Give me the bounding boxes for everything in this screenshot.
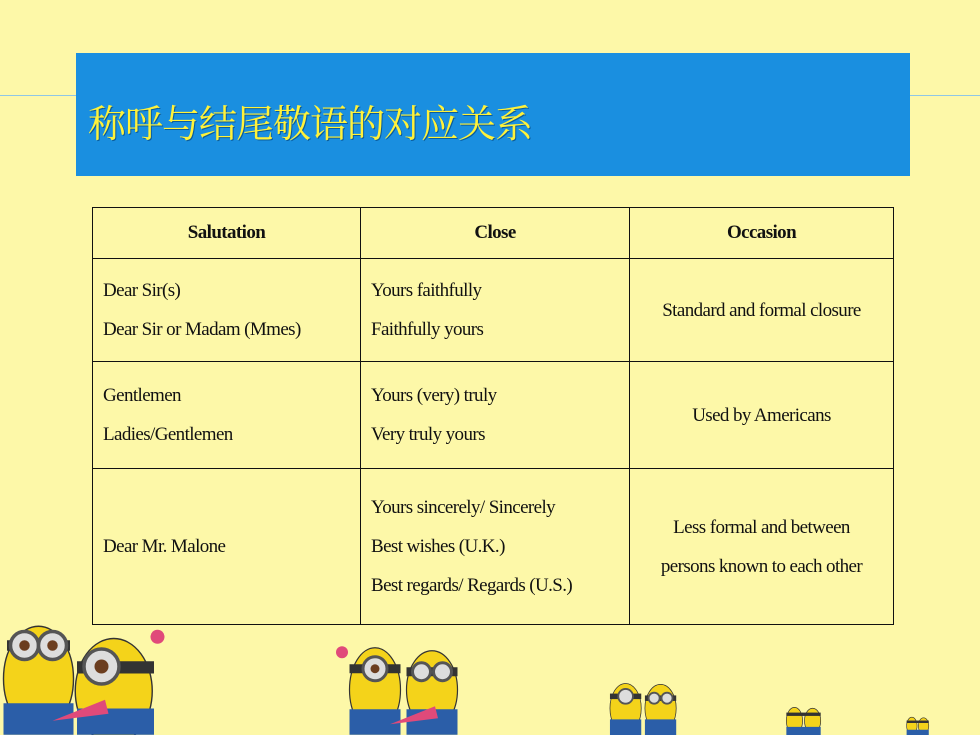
cell-line: Best regards/ Regards (U.S.) bbox=[371, 575, 573, 596]
cell-line: Gentlemen bbox=[103, 385, 181, 406]
cell-line: Dear Sir or Madam (Mmes) bbox=[103, 319, 301, 340]
slide-title: 称呼与结尾敬语的对应关系 bbox=[88, 102, 533, 146]
minion-group-icon bbox=[330, 637, 480, 735]
minion-group-icon bbox=[0, 612, 175, 735]
table-row bbox=[93, 362, 894, 469]
close-cell bbox=[361, 469, 630, 625]
cell-line: Best wishes (U.K.) bbox=[371, 536, 505, 557]
occasion-cell bbox=[630, 362, 894, 469]
cell-line: Standard and formal closure bbox=[662, 299, 861, 321]
cell-line: persons known to each other bbox=[660, 555, 863, 577]
salutation-cell bbox=[93, 362, 361, 469]
header-salutation: Salutation bbox=[93, 208, 361, 259]
minion-group-icon bbox=[902, 715, 934, 735]
cell-line: Less formal and between bbox=[673, 516, 850, 538]
minion-group-icon bbox=[598, 677, 690, 735]
cell-line: Faithfully yours bbox=[371, 319, 484, 340]
table-row bbox=[93, 469, 894, 625]
cell-line: Yours sincerely/ Sincerely bbox=[371, 497, 556, 518]
cell-line: Dear Sir(s) bbox=[103, 280, 181, 301]
title-rule-left bbox=[0, 95, 76, 96]
title-banner bbox=[76, 53, 910, 176]
cell-line: Yours faithfully bbox=[371, 280, 482, 301]
header-occasion: Occasion bbox=[630, 208, 894, 259]
close-cell bbox=[361, 362, 630, 469]
cell-line: Used by Americans bbox=[692, 404, 831, 426]
cell-line: Dear Mr. Malone bbox=[103, 536, 226, 557]
cell-line: Ladies/Gentlemen bbox=[103, 424, 233, 445]
salutation-cell bbox=[93, 469, 361, 625]
occasion-cell bbox=[630, 259, 894, 362]
title-rule-right bbox=[910, 95, 980, 96]
salutation-close-table bbox=[92, 207, 894, 625]
header-close: Close bbox=[361, 208, 630, 259]
salutation-cell bbox=[93, 259, 361, 362]
table-header-row bbox=[93, 208, 894, 259]
table-row bbox=[93, 259, 894, 362]
close-cell bbox=[361, 259, 630, 362]
cell-line: Very truly yours bbox=[371, 424, 485, 445]
minion-group-icon bbox=[780, 704, 828, 735]
cell-line: Yours (very) truly bbox=[371, 385, 497, 406]
occasion-cell bbox=[630, 469, 894, 625]
